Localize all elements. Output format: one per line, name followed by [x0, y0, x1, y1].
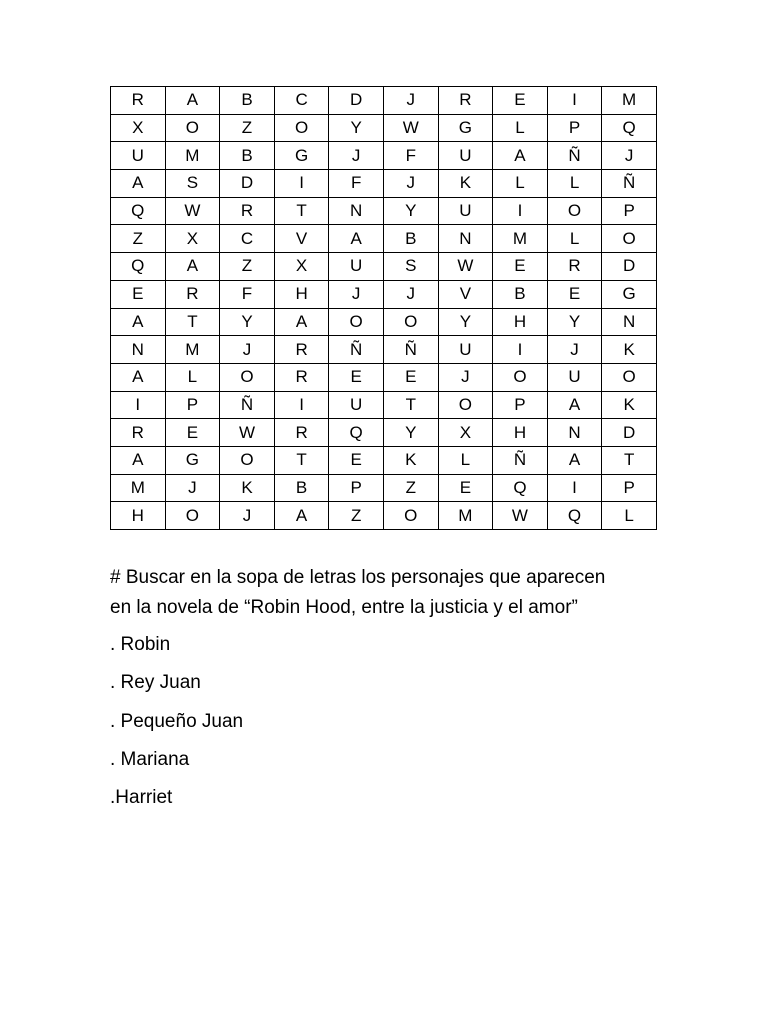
grid-cell: R [547, 253, 602, 281]
grid-cell: O [165, 502, 220, 530]
grid-cell: T [602, 446, 657, 474]
grid-cell: M [165, 142, 220, 170]
grid-cell: O [602, 363, 657, 391]
grid-cell: E [383, 363, 438, 391]
grid-cell: E [493, 87, 548, 115]
grid-cell: A [111, 308, 166, 336]
grid-row [111, 474, 657, 502]
grid-cell: Y [547, 308, 602, 336]
grid-cell: A [274, 308, 329, 336]
grid-cell: U [438, 142, 493, 170]
grid-cell: A [274, 502, 329, 530]
grid-cell: O [220, 446, 275, 474]
grid-cell: O [547, 197, 602, 225]
grid-cell: B [220, 87, 275, 115]
grid-cell: L [438, 446, 493, 474]
grid-row [111, 419, 657, 447]
grid-cell: P [602, 197, 657, 225]
grid-row [111, 336, 657, 364]
grid-cell: T [165, 308, 220, 336]
grid-cell: L [493, 114, 548, 142]
grid-cell: K [438, 170, 493, 198]
grid-cell: E [438, 474, 493, 502]
grid-cell: Y [220, 308, 275, 336]
grid-cell: U [111, 142, 166, 170]
grid-cell: V [438, 280, 493, 308]
grid-cell: A [547, 391, 602, 419]
grid-cell: R [274, 336, 329, 364]
grid-cell: K [602, 391, 657, 419]
grid-cell: Q [547, 502, 602, 530]
grid-cell: O [329, 308, 384, 336]
grid-cell: K [220, 474, 275, 502]
grid-cell: O [438, 391, 493, 419]
grid-row [111, 308, 657, 336]
grid-cell: X [274, 253, 329, 281]
grid-cell: I [547, 87, 602, 115]
grid-cell: R [438, 87, 493, 115]
grid-cell: N [329, 197, 384, 225]
grid-row [111, 170, 657, 198]
grid-cell: A [329, 225, 384, 253]
grid-cell: L [547, 170, 602, 198]
instructions-line-1: # Buscar en la sopa de letras los personajes que aparecen [110, 567, 606, 588]
grid-cell: P [602, 474, 657, 502]
grid-cell: T [383, 391, 438, 419]
grid-cell: I [493, 197, 548, 225]
grid-cell: J [547, 336, 602, 364]
grid-cell: N [111, 336, 166, 364]
grid-cell: X [111, 114, 166, 142]
grid-cell: J [329, 142, 384, 170]
grid-cell: E [329, 446, 384, 474]
grid-cell: L [165, 363, 220, 391]
grid-cell: U [547, 363, 602, 391]
grid-cell: Z [111, 225, 166, 253]
grid-cell: U [438, 197, 493, 225]
grid-cell: I [547, 474, 602, 502]
grid-cell: A [493, 142, 548, 170]
grid-cell: W [220, 419, 275, 447]
instructions-line-2: en la novela de “Robin Hood, entre la justicia y el amor” [110, 597, 578, 618]
grid-cell: W [438, 253, 493, 281]
grid-cell: X [438, 419, 493, 447]
grid-cell: I [111, 391, 166, 419]
grid-cell: T [274, 197, 329, 225]
grid-row [111, 446, 657, 474]
grid-cell: K [383, 446, 438, 474]
grid-cell: E [165, 419, 220, 447]
grid-cell: D [602, 419, 657, 447]
grid-cell: Q [111, 253, 166, 281]
grid-cell: O [220, 363, 275, 391]
grid-cell: U [329, 253, 384, 281]
grid-cell: J [165, 474, 220, 502]
grid-cell: X [165, 225, 220, 253]
grid-cell: W [493, 502, 548, 530]
grid-cell: Ñ [329, 336, 384, 364]
grid-cell: G [438, 114, 493, 142]
grid-cell: B [493, 280, 548, 308]
grid-cell: H [493, 308, 548, 336]
grid-cell: Q [493, 474, 548, 502]
character-item: . Pequeño Juan [110, 710, 244, 732]
grid-cell: O [602, 225, 657, 253]
grid-cell: E [493, 253, 548, 281]
character-list [110, 628, 510, 819]
grid-cell: O [383, 502, 438, 530]
grid-cell: Q [329, 419, 384, 447]
grid-cell: Ñ [547, 142, 602, 170]
grid-cell: Y [329, 114, 384, 142]
grid-cell: M [165, 336, 220, 364]
grid-cell: P [165, 391, 220, 419]
grid-cell: R [274, 419, 329, 447]
grid-cell: B [274, 474, 329, 502]
grid-cell: C [274, 87, 329, 115]
grid-cell: R [220, 197, 275, 225]
grid-cell: D [602, 253, 657, 281]
grid-cell: K [602, 336, 657, 364]
grid-cell: N [547, 419, 602, 447]
grid-row [111, 280, 657, 308]
grid-cell: A [165, 253, 220, 281]
grid-cell: S [383, 253, 438, 281]
grid-cell: M [438, 502, 493, 530]
grid-row [111, 142, 657, 170]
grid-cell: W [383, 114, 438, 142]
grid-cell: Ñ [493, 446, 548, 474]
grid-cell: Ñ [220, 391, 275, 419]
grid-cell: Q [111, 197, 166, 225]
grid-cell: Q [602, 114, 657, 142]
grid-cell: Y [383, 197, 438, 225]
grid-cell: G [165, 446, 220, 474]
grid-cell: H [274, 280, 329, 308]
grid-cell: F [383, 142, 438, 170]
grid-cell: P [493, 391, 548, 419]
grid-cell: M [493, 225, 548, 253]
grid-cell: J [329, 280, 384, 308]
grid-cell: W [165, 197, 220, 225]
grid-cell: Ñ [383, 336, 438, 364]
grid-cell: C [220, 225, 275, 253]
grid-cell: A [111, 363, 166, 391]
grid-cell: F [220, 280, 275, 308]
grid-cell: F [329, 170, 384, 198]
grid-row [111, 363, 657, 391]
grid-cell: T [274, 446, 329, 474]
grid-row [111, 114, 657, 142]
grid-cell: J [220, 502, 275, 530]
grid-cell: O [274, 114, 329, 142]
instructions-text [110, 563, 710, 623]
grid-cell: L [602, 502, 657, 530]
grid-cell: U [329, 391, 384, 419]
character-item: .Harriet [110, 787, 173, 809]
grid-cell: J [438, 363, 493, 391]
grid-row [111, 502, 657, 530]
grid-cell: S [165, 170, 220, 198]
grid-cell: N [602, 308, 657, 336]
grid-cell: A [547, 446, 602, 474]
grid-cell: R [111, 419, 166, 447]
grid-cell: Z [220, 253, 275, 281]
grid-cell: E [111, 280, 166, 308]
grid-cell: M [602, 87, 657, 115]
grid-cell: G [274, 142, 329, 170]
grid-cell: L [547, 225, 602, 253]
grid-cell: Z [383, 474, 438, 502]
grid-cell: J [383, 280, 438, 308]
word-search-grid [110, 86, 657, 530]
grid-row [111, 197, 657, 225]
grid-cell: D [220, 170, 275, 198]
grid-cell: P [329, 474, 384, 502]
grid-cell: O [493, 363, 548, 391]
grid-row [111, 391, 657, 419]
grid-cell: M [111, 474, 166, 502]
character-item: . Mariana [110, 748, 190, 770]
grid-cell: L [493, 170, 548, 198]
character-item: . Robin [110, 634, 171, 655]
grid-cell: V [274, 225, 329, 253]
character-item: . Rey Juan [110, 672, 201, 694]
grid-cell: R [165, 280, 220, 308]
grid-cell: O [165, 114, 220, 142]
grid-cell: Z [220, 114, 275, 142]
grid-cell: R [274, 363, 329, 391]
grid-cell: Z [329, 502, 384, 530]
grid-cell: A [111, 446, 166, 474]
grid-cell: Y [383, 419, 438, 447]
grid-cell: J [383, 170, 438, 198]
grid-cell: D [329, 87, 384, 115]
grid-cell: J [220, 336, 275, 364]
grid-cell: J [602, 142, 657, 170]
grid-cell: A [165, 87, 220, 115]
grid-cell: J [383, 87, 438, 115]
grid-cell: I [493, 336, 548, 364]
grid-row [111, 87, 657, 115]
grid-cell: U [438, 336, 493, 364]
grid-cell: I [274, 391, 329, 419]
grid-cell: Ñ [602, 170, 657, 198]
grid-cell: P [547, 114, 602, 142]
grid-row [111, 225, 657, 253]
grid-cell: G [602, 280, 657, 308]
grid-cell: B [383, 225, 438, 253]
grid-cell: R [111, 87, 166, 115]
grid-cell: Y [438, 308, 493, 336]
grid-cell: N [438, 225, 493, 253]
grid-cell: E [547, 280, 602, 308]
grid-cell: H [493, 419, 548, 447]
grid-row [111, 253, 657, 281]
grid-cell: O [383, 308, 438, 336]
grid-cell: B [220, 142, 275, 170]
grid-cell: A [111, 170, 166, 198]
grid-cell: H [111, 502, 166, 530]
grid-cell: I [274, 170, 329, 198]
grid-cell: E [329, 363, 384, 391]
